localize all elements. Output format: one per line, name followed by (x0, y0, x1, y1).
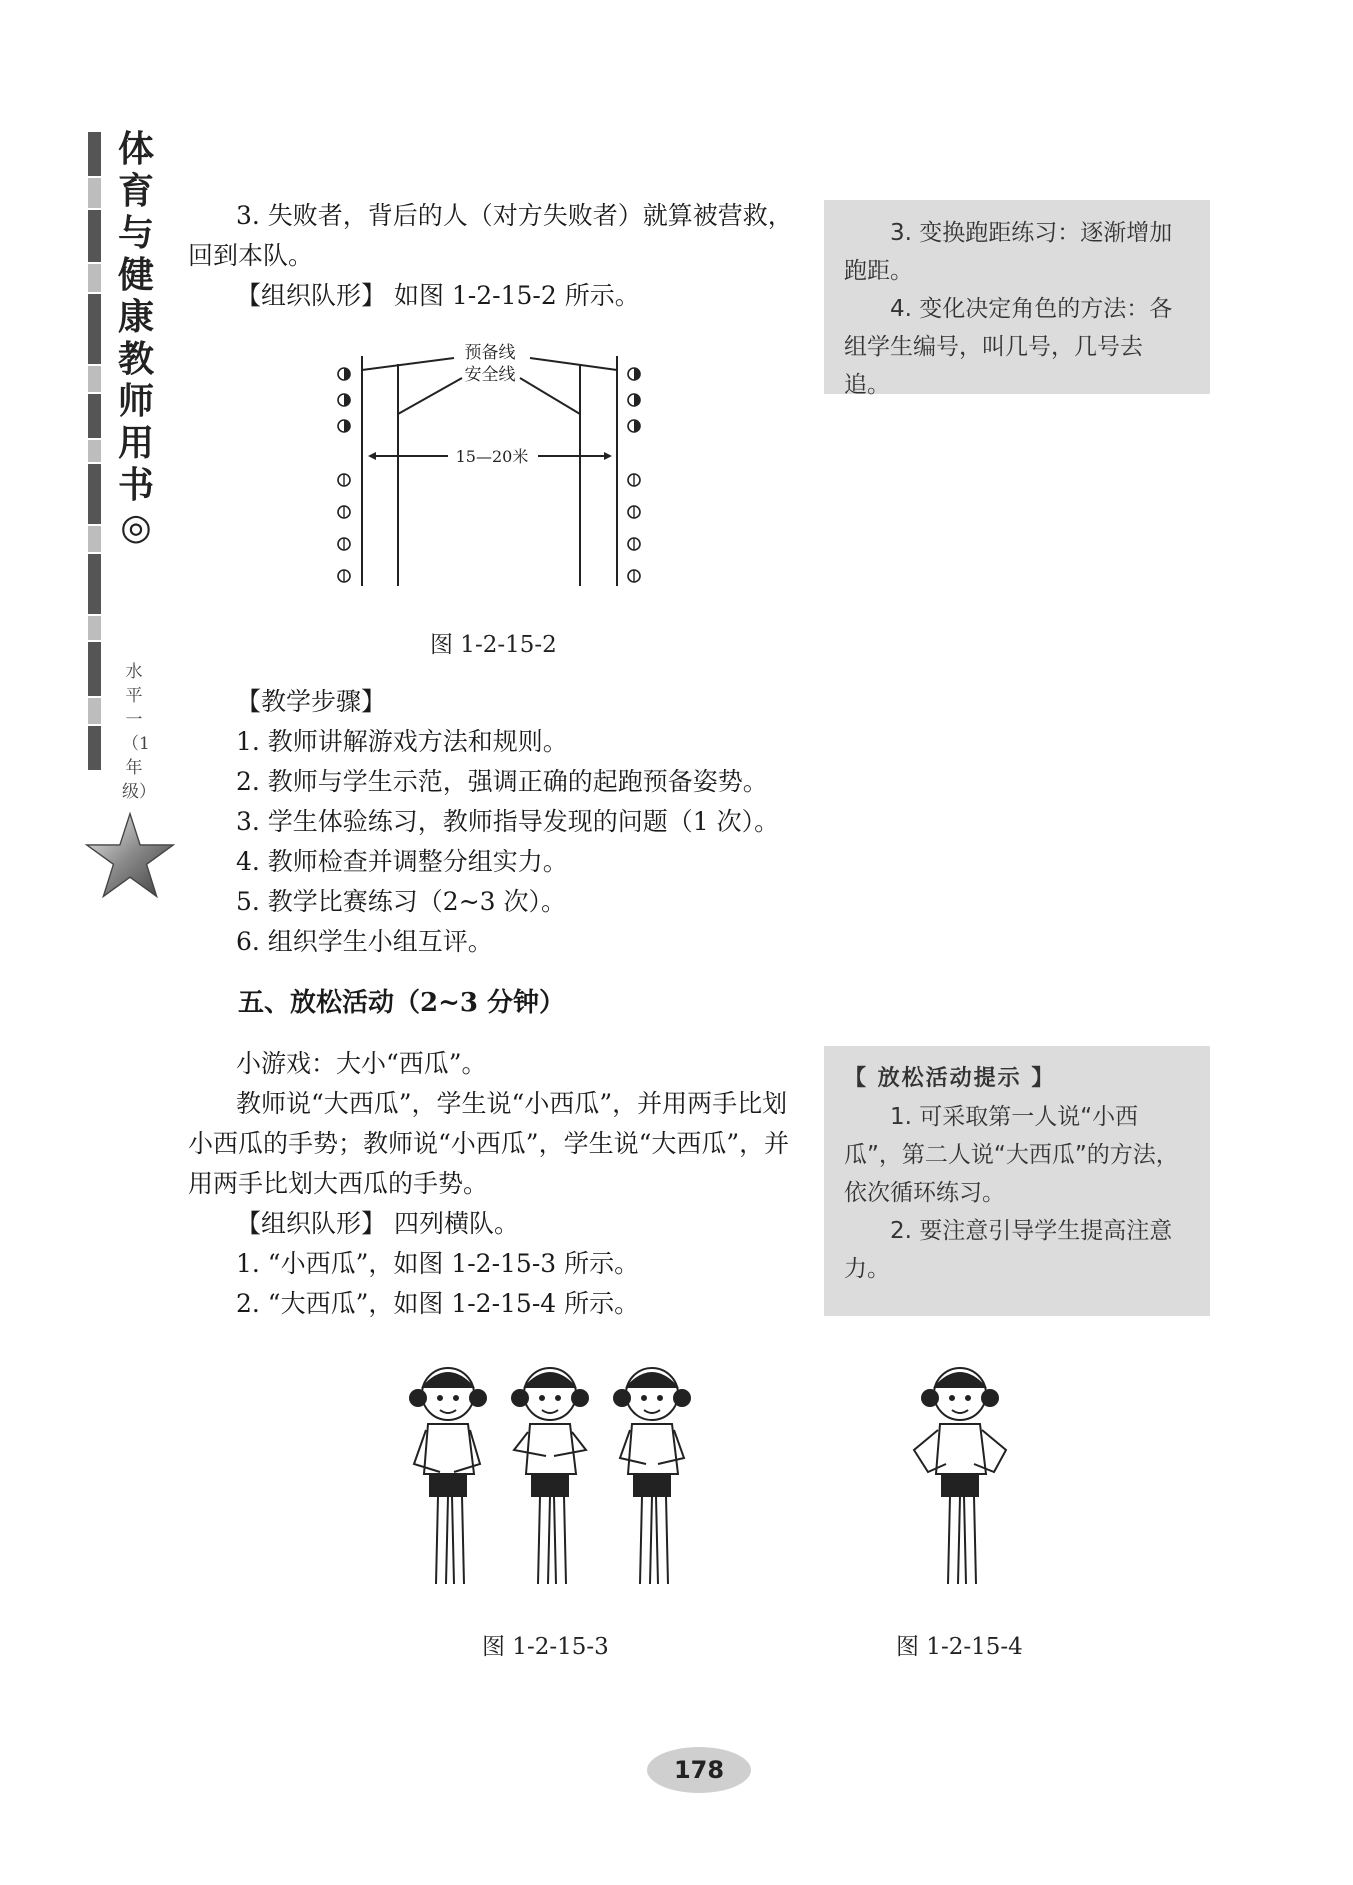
side-tip-box: 3. 变换跑距练习：逐渐增加跑距。 4. 变化决定角色的方法：各组学生编号，叫几号，几号去追。 (824, 200, 1210, 394)
section-heading: 五、放松活动（2~3 分钟） (238, 988, 566, 1018)
step-item: 5. 教学比赛练习（2~3 次）。 (236, 887, 567, 916)
step-item: 4. 教师检查并调整分组实力。 (236, 847, 568, 876)
book-title: 体育与健康教师用书◎ (117, 128, 154, 548)
star-icon (84, 810, 176, 902)
steps-list (188, 682, 798, 962)
paragraph-rescue: 3. 失败者，背后的人（对方失败者）就算被营救，回到本队。 (188, 201, 793, 270)
section5-body: 小游戏：大小“西瓜”。 教师说“大西瓜”，学生说“小西瓜”，并用两手比划小西瓜的手势；教师说“小西瓜”，学生说“大西瓜”，并用两手比划大西瓜的手势。 【组织队形】 四列横队。 1. “小西瓜”，如图 1-2-15-3 所示。 2. “大西瓜”，如图 1-2-15-4 所示。 (188, 1049, 790, 1318)
paragraph-formation: 【组织队形】 如图 1-2-15-2 所示。 (236, 281, 640, 310)
figure-caption-2: 图 1-2-15-2 (430, 632, 557, 658)
label-distance: 15—20米 (455, 447, 529, 466)
relax-tip-box: 【 放松活动提示 】 1. 可采取第一人说“小西瓜”，第二人说“大西瓜”的方法，依次循环练习。 2. 要注意引导学生提高注意力。 (824, 1046, 1210, 1316)
step-item: 2. 教师与学生示范，强调正确的起跑预备姿势。 (236, 767, 768, 796)
grade-level: 水平一（1年级） (122, 662, 156, 802)
kid-big-watermelon-illustration (900, 1354, 1020, 1614)
relax-tip-heading: 【 放松活动提示 】 (844, 1066, 1056, 1091)
label-ready-line: 预备线 (464, 343, 516, 363)
steps-heading: 【教学步骤】 (236, 687, 387, 716)
step-item: 6. 组织学生小组互评。 (236, 927, 493, 956)
step-item: 1. 教师讲解游戏方法和规则。 (236, 727, 568, 756)
formation-diagram (330, 336, 650, 596)
label-safe-line: 安全线 (464, 365, 516, 385)
figure-caption-4: 图 1-2-15-4 (896, 1634, 1023, 1660)
step-item: 3. 学生体验练习，教师指导发现的问题（1 次）。 (236, 807, 780, 836)
page-number: 178 (647, 1747, 751, 1793)
kids-small-watermelon-illustration (380, 1354, 720, 1614)
figure-caption-3: 图 1-2-15-3 (482, 1634, 609, 1660)
